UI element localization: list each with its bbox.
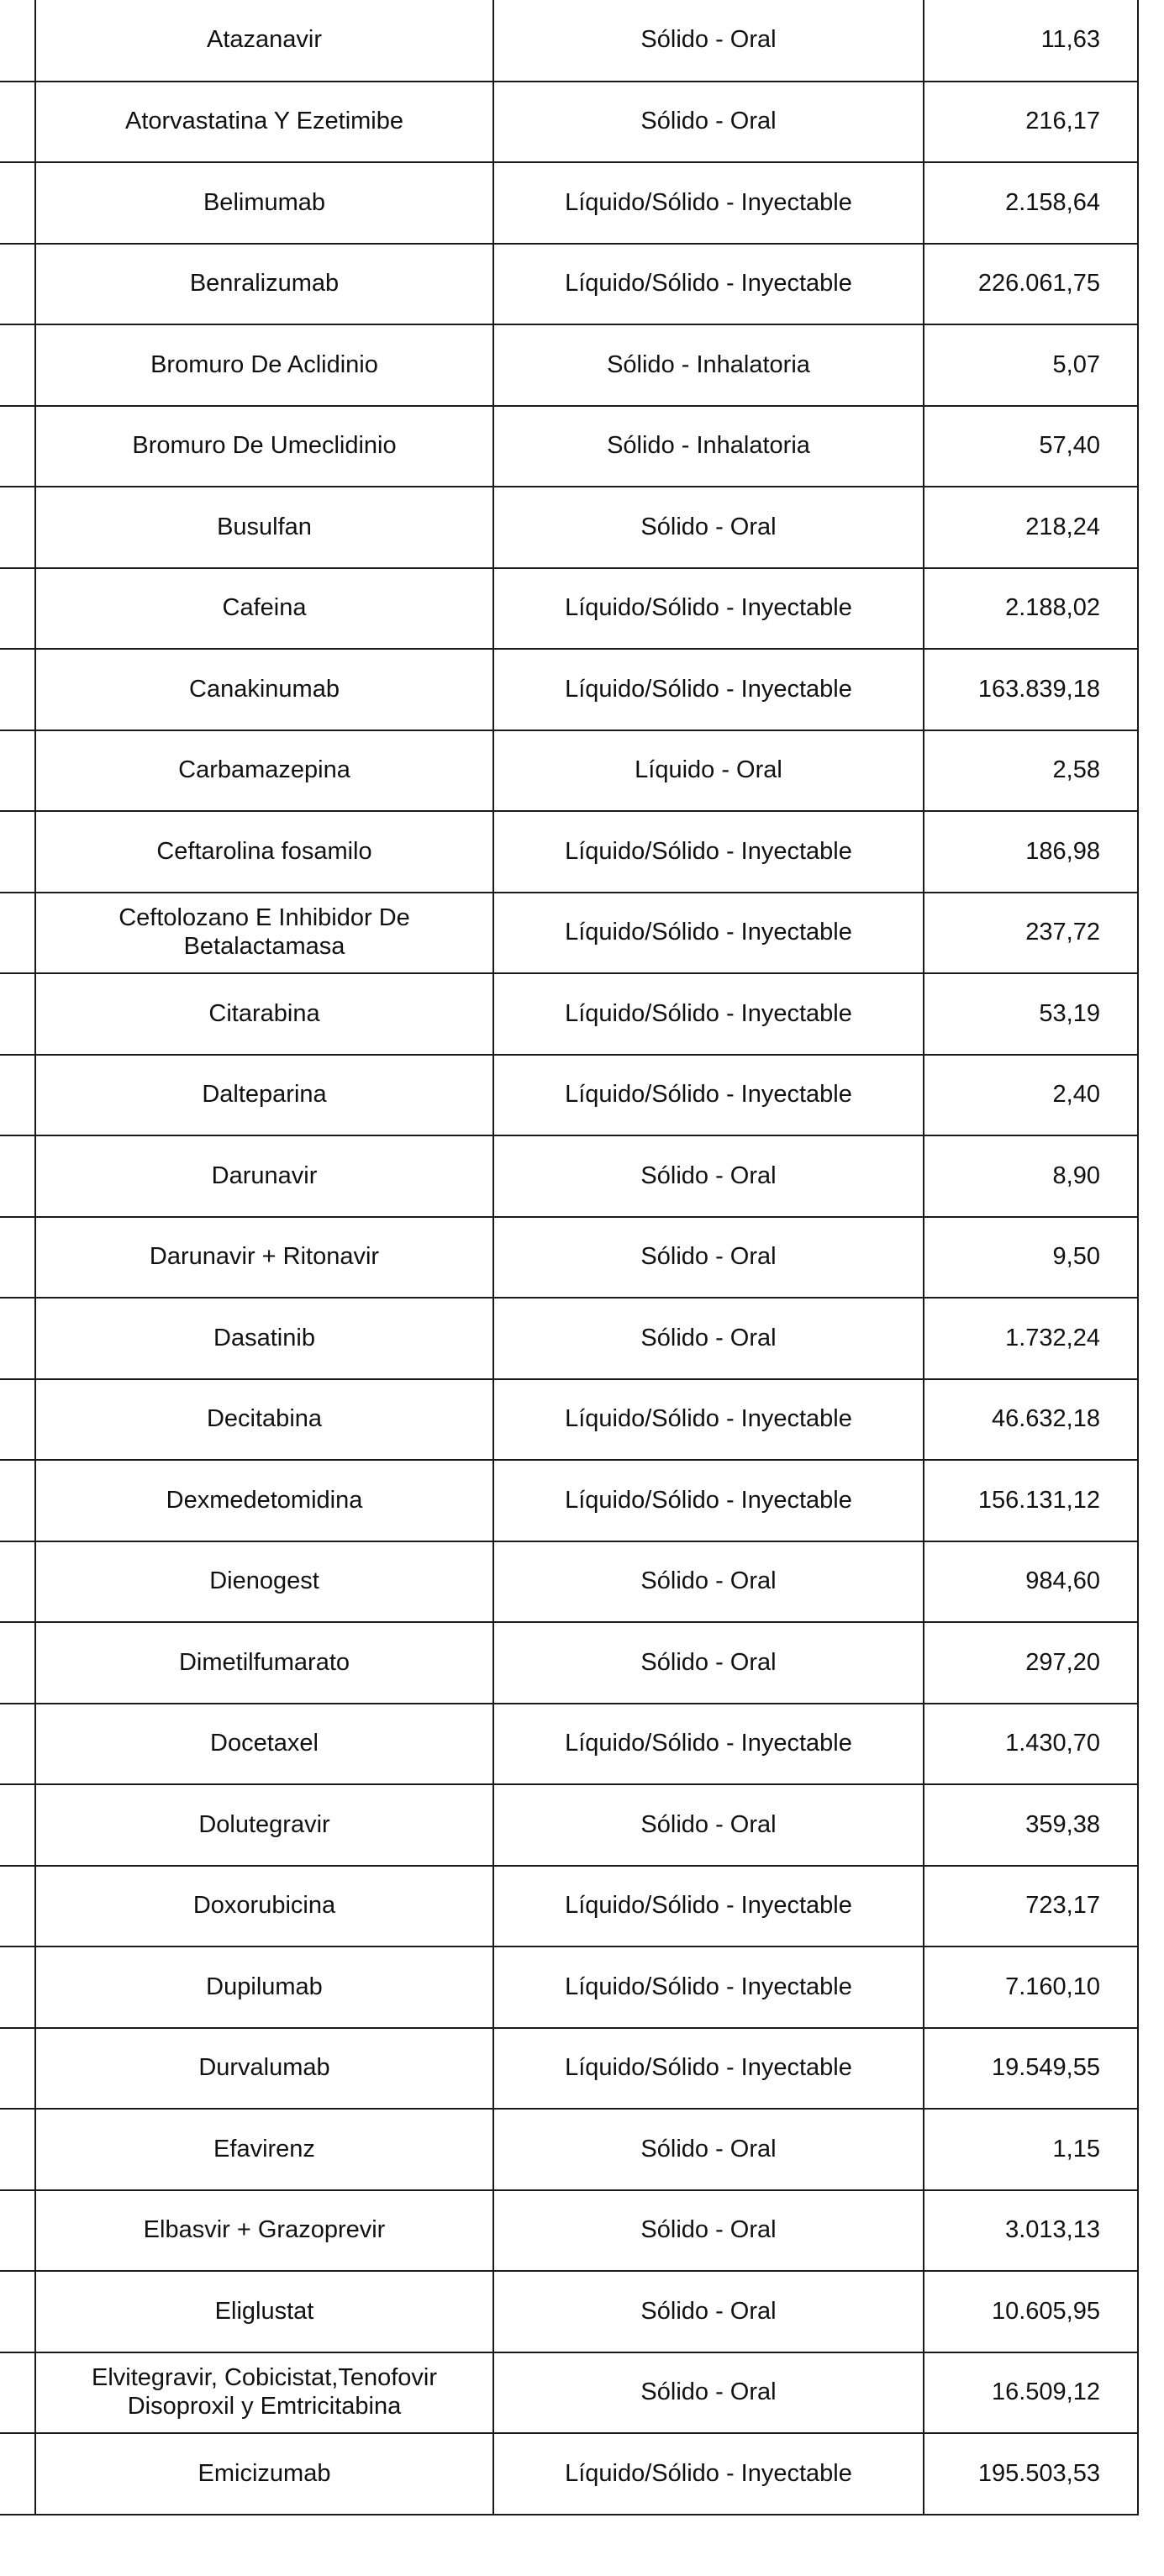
dosage-form-cell: Sólido - Inhalatoria	[493, 324, 924, 406]
table-row	[0, 1866, 1138, 1947]
table-row	[0, 568, 1138, 650]
dosage-form-cell: Líquido/Sólido - Inyectable	[493, 1379, 924, 1461]
price-cell: 16.509,12	[924, 2352, 1138, 2434]
table-row	[0, 1055, 1138, 1136]
row-gutter-cell	[0, 82, 35, 163]
drug-name-cell: Darunavir + Ritonavir	[35, 1217, 493, 1299]
table-row	[0, 2109, 1138, 2190]
price-cell: 53,19	[924, 973, 1138, 1055]
table-row	[0, 1541, 1138, 1623]
row-gutter-cell	[0, 730, 35, 812]
drug-name-cell: Busulfan	[35, 487, 493, 568]
row-gutter-cell	[0, 1704, 35, 1785]
row-gutter-cell	[0, 162, 35, 244]
drug-name-cell: Canakinumab	[35, 649, 493, 730]
price-cell: 8,90	[924, 1135, 1138, 1217]
table-row	[0, 649, 1138, 730]
price-cell: 186,98	[924, 811, 1138, 893]
row-gutter-cell	[0, 1298, 35, 1379]
table-row	[0, 2028, 1138, 2110]
row-gutter-cell	[0, 1784, 35, 1866]
price-cell: 46.632,18	[924, 1379, 1138, 1461]
dosage-form-cell: Líquido/Sólido - Inyectable	[493, 1866, 924, 1947]
dosage-form-cell: Líquido/Sólido - Inyectable	[493, 244, 924, 325]
drug-name-cell: Dasatinib	[35, 1298, 493, 1379]
table-row	[0, 487, 1138, 568]
price-cell: 984,60	[924, 1541, 1138, 1623]
drug-name-cell: Atazanavir	[35, 0, 493, 82]
drug-name-cell: Ceftarolina fosamilo	[35, 811, 493, 893]
drug-name-cell: Carbamazepina	[35, 730, 493, 812]
table-row	[0, 1460, 1138, 1541]
price-cell: 216,17	[924, 82, 1138, 163]
table-row	[0, 1784, 1138, 1866]
dosage-form-cell: Líquido/Sólido - Inyectable	[493, 568, 924, 650]
drug-name-cell: Emicizumab	[35, 2433, 493, 2515]
drug-name-cell: Doxorubicina	[35, 1866, 493, 1947]
table-row	[0, 324, 1138, 406]
price-cell: 5,07	[924, 324, 1138, 406]
row-gutter-cell	[0, 2433, 35, 2515]
price-cell: 359,38	[924, 1784, 1138, 1866]
dosage-form-cell: Líquido/Sólido - Inyectable	[493, 1055, 924, 1136]
dosage-form-cell: Sólido - Oral	[493, 2352, 924, 2434]
table-row	[0, 730, 1138, 812]
row-gutter-cell	[0, 1135, 35, 1217]
price-cell: 2.158,64	[924, 162, 1138, 244]
row-gutter-cell	[0, 811, 35, 893]
dosage-form-cell: Sólido - Oral	[493, 2190, 924, 2272]
price-cell: 226.061,75	[924, 244, 1138, 325]
row-gutter-cell	[0, 2271, 35, 2352]
price-cell: 1.732,24	[924, 1298, 1138, 1379]
dosage-form-cell: Sólido - Oral	[493, 1622, 924, 1704]
row-gutter-cell	[0, 568, 35, 650]
price-cell: 7.160,10	[924, 1946, 1138, 2028]
dosage-form-cell: Sólido - Inhalatoria	[493, 406, 924, 487]
table-row	[0, 0, 1138, 82]
dosage-form-cell: Sólido - Oral	[493, 2271, 924, 2352]
drug-name-cell: Dolutegravir	[35, 1784, 493, 1866]
price-cell: 163.839,18	[924, 649, 1138, 730]
dosage-form-cell: Líquido/Sólido - Inyectable	[493, 2028, 924, 2110]
drug-name-cell: Efavirenz	[35, 2109, 493, 2190]
drug-name-cell: Ceftolozano E Inhibidor De Betalactamasa	[35, 893, 493, 974]
drug-name-cell: Docetaxel	[35, 1704, 493, 1785]
drug-name-cell: Cafeina	[35, 568, 493, 650]
dosage-form-cell: Sólido - Oral	[493, 1298, 924, 1379]
table-row	[0, 893, 1138, 974]
price-cell: 2,40	[924, 1055, 1138, 1136]
dosage-form-cell: Líquido/Sólido - Inyectable	[493, 893, 924, 974]
row-gutter-cell	[0, 1055, 35, 1136]
price-cell: 723,17	[924, 1866, 1138, 1947]
dosage-form-cell: Sólido - Oral	[493, 487, 924, 568]
row-gutter-cell	[0, 1460, 35, 1541]
drug-name-cell: Bromuro De Aclidinio	[35, 324, 493, 406]
dosage-form-cell: Sólido - Oral	[493, 1135, 924, 1217]
dosage-form-cell: Líquido/Sólido - Inyectable	[493, 2433, 924, 2515]
row-gutter-cell	[0, 2028, 35, 2110]
dosage-form-cell: Líquido/Sólido - Inyectable	[493, 1704, 924, 1785]
price-cell: 156.131,12	[924, 1460, 1138, 1541]
row-gutter-cell	[0, 0, 35, 82]
price-cell: 237,72	[924, 893, 1138, 974]
row-gutter-cell	[0, 973, 35, 1055]
table-row	[0, 244, 1138, 325]
table-row	[0, 1217, 1138, 1299]
row-gutter-cell	[0, 487, 35, 568]
dosage-form-cell: Líquido/Sólido - Inyectable	[493, 649, 924, 730]
dosage-form-cell: Sólido - Oral	[493, 2109, 924, 2190]
row-gutter-cell	[0, 1622, 35, 1704]
dosage-form-cell: Sólido - Oral	[493, 82, 924, 163]
drug-name-cell: Bromuro De Umeclidinio	[35, 406, 493, 487]
row-gutter-cell	[0, 244, 35, 325]
table-row	[0, 1298, 1138, 1379]
drug-name-cell: Decitabina	[35, 1379, 493, 1461]
dosage-form-cell: Sólido - Oral	[493, 1217, 924, 1299]
drug-name-cell: Elbasvir + Grazoprevir	[35, 2190, 493, 2272]
dosage-form-cell: Sólido - Oral	[493, 1541, 924, 1623]
dosage-form-cell: Líquido - Oral	[493, 730, 924, 812]
row-gutter-cell	[0, 324, 35, 406]
drug-name-cell: Benralizumab	[35, 244, 493, 325]
drug-name-cell: Dimetilfumarato	[35, 1622, 493, 1704]
row-gutter-cell	[0, 1541, 35, 1623]
row-gutter-cell	[0, 649, 35, 730]
row-gutter-cell	[0, 2352, 35, 2434]
table-row	[0, 2433, 1138, 2515]
row-gutter-cell	[0, 1866, 35, 1947]
price-cell: 195.503,53	[924, 2433, 1138, 2515]
row-gutter-cell	[0, 406, 35, 487]
price-cell: 19.549,55	[924, 2028, 1138, 2110]
dosage-form-cell: Líquido/Sólido - Inyectable	[493, 1460, 924, 1541]
table-row	[0, 162, 1138, 244]
row-gutter-cell	[0, 2109, 35, 2190]
row-gutter-cell	[0, 893, 35, 974]
drug-name-cell: Durvalumab	[35, 2028, 493, 2110]
drug-name-cell: Darunavir	[35, 1135, 493, 1217]
price-cell: 10.605,95	[924, 2271, 1138, 2352]
dosage-form-cell: Sólido - Oral	[493, 1784, 924, 1866]
table-row	[0, 2190, 1138, 2272]
row-gutter-cell	[0, 1379, 35, 1461]
row-gutter-cell	[0, 1946, 35, 2028]
table-row	[0, 2271, 1138, 2352]
table-row	[0, 811, 1138, 893]
row-gutter-cell	[0, 1217, 35, 1299]
drug-name-cell: Dalteparina	[35, 1055, 493, 1136]
table-row	[0, 1622, 1138, 1704]
drug-name-cell: Elvitegravir, Cobicistat,Tenofovir Disoproxil y Emtricitabina	[35, 2352, 493, 2434]
table-row	[0, 2352, 1138, 2434]
price-cell: 218,24	[924, 487, 1138, 568]
price-cell: 2.188,02	[924, 568, 1138, 650]
price-cell: 2,58	[924, 730, 1138, 812]
drug-name-cell: Atorvastatina Y Ezetimibe	[35, 82, 493, 163]
table-row	[0, 1946, 1138, 2028]
table-row	[0, 1379, 1138, 1461]
row-gutter-cell	[0, 2190, 35, 2272]
drug-name-cell: Dexmedetomidina	[35, 1460, 493, 1541]
dosage-form-cell: Líquido/Sólido - Inyectable	[493, 973, 924, 1055]
price-cell: 297,20	[924, 1622, 1138, 1704]
drug-name-cell: Belimumab	[35, 162, 493, 244]
dosage-form-cell: Líquido/Sólido - Inyectable	[493, 1946, 924, 2028]
price-cell: 11,63	[924, 0, 1138, 82]
drug-name-cell: Dienogest	[35, 1541, 493, 1623]
table-row	[0, 1135, 1138, 1217]
table-row	[0, 1704, 1138, 1785]
dosage-form-cell: Líquido/Sólido - Inyectable	[493, 162, 924, 244]
table-row	[0, 973, 1138, 1055]
price-cell: 3.013,13	[924, 2190, 1138, 2272]
table-row	[0, 406, 1138, 487]
price-cell: 57,40	[924, 406, 1138, 487]
drug-name-cell: Dupilumab	[35, 1946, 493, 2028]
price-cell: 9,50	[924, 1217, 1138, 1299]
table-row	[0, 82, 1138, 163]
dosage-form-cell: Sólido - Oral	[493, 0, 924, 82]
dosage-form-cell: Líquido/Sólido - Inyectable	[493, 811, 924, 893]
drug-name-cell: Citarabina	[35, 973, 493, 1055]
price-cell: 1.430,70	[924, 1704, 1138, 1785]
price-cell: 1,15	[924, 2109, 1138, 2190]
drug-name-cell: Eliglustat	[35, 2271, 493, 2352]
